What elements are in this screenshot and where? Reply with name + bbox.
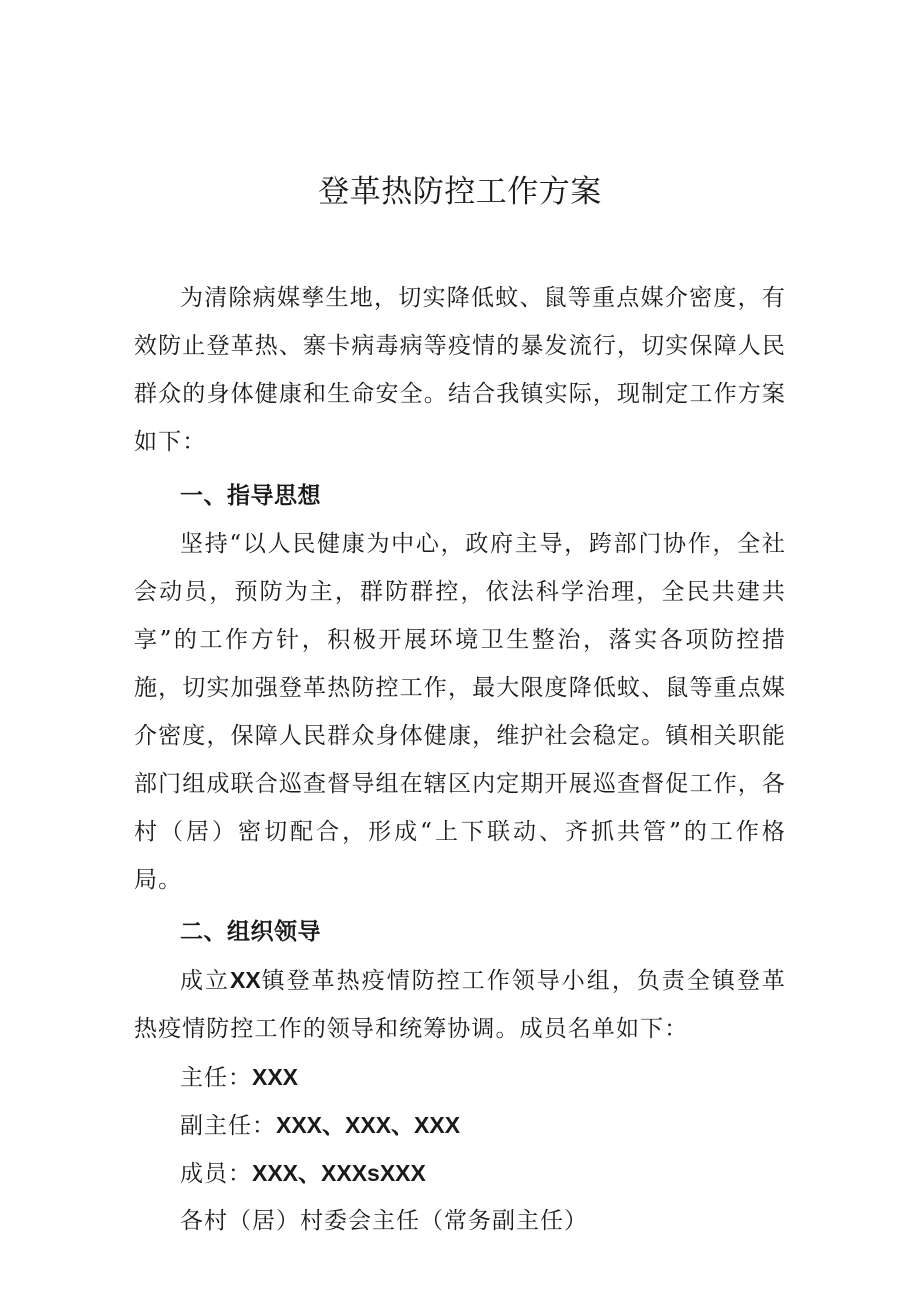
director-line [134, 1053, 786, 1101]
deputy-director-value: XXX、XXX、XXX [276, 1112, 461, 1138]
section-heading-guiding-ideology: 一、指导思想 [180, 483, 321, 509]
members-value: XXX、XXXsXXX [252, 1160, 426, 1186]
members-line [134, 1149, 786, 1197]
director-label: 主任： [180, 1065, 252, 1091]
organization-text-prefix: 成立 [180, 968, 231, 994]
members-label: 成员： [180, 1161, 252, 1187]
organization-text-suffix: 镇登革热疫情防控工作领导小组，负责全镇登革热疫情防控工作的领导和统筹协调。成员名单如下： [134, 968, 786, 1042]
section-heading-organization: 二、组织领导 [180, 919, 321, 945]
deputy-director-label: 副主任： [180, 1113, 276, 1139]
guiding-ideology-paragraph: 坚持“以人民健康为中心，政府主导，跨部门协作，全社会动员，预防为主，群防群控，依法科学治理，全民共建共享”的工作方针，积极开展环境卫生整治，落实各项防控措施，切实加强登革热防控工作，最大限度降低蚊、鼠等重点媒介密度，保障人民群众身体健康，维护社会稳定。镇相关职能部门组成联合巡查督导组在辖区内定期开展巡查督促工作，各村（居）密切配合，形成“上下联动、齐抓共管”的工作格局。 [134, 531, 786, 893]
organization-paragraph [134, 956, 786, 1053]
director-value: XXX [252, 1064, 299, 1090]
deputy-director-line [134, 1101, 786, 1149]
intro-paragraph: 为清除病媒孳生地，切实降低蚊、鼠等重点媒介密度，有效防止登革热、寨卡病毒病等疫情的暴发流行，切实保障人民群众的身体健康和生命安全。结合我镇实际，现制定工作方案如下： [134, 285, 786, 455]
village-directors-line: 各村（居）村委会主任（常务副主任） [180, 1208, 588, 1234]
organization-town-placeholder: XX [230, 967, 261, 993]
document-title: 登革热防控工作方案 [318, 174, 602, 210]
